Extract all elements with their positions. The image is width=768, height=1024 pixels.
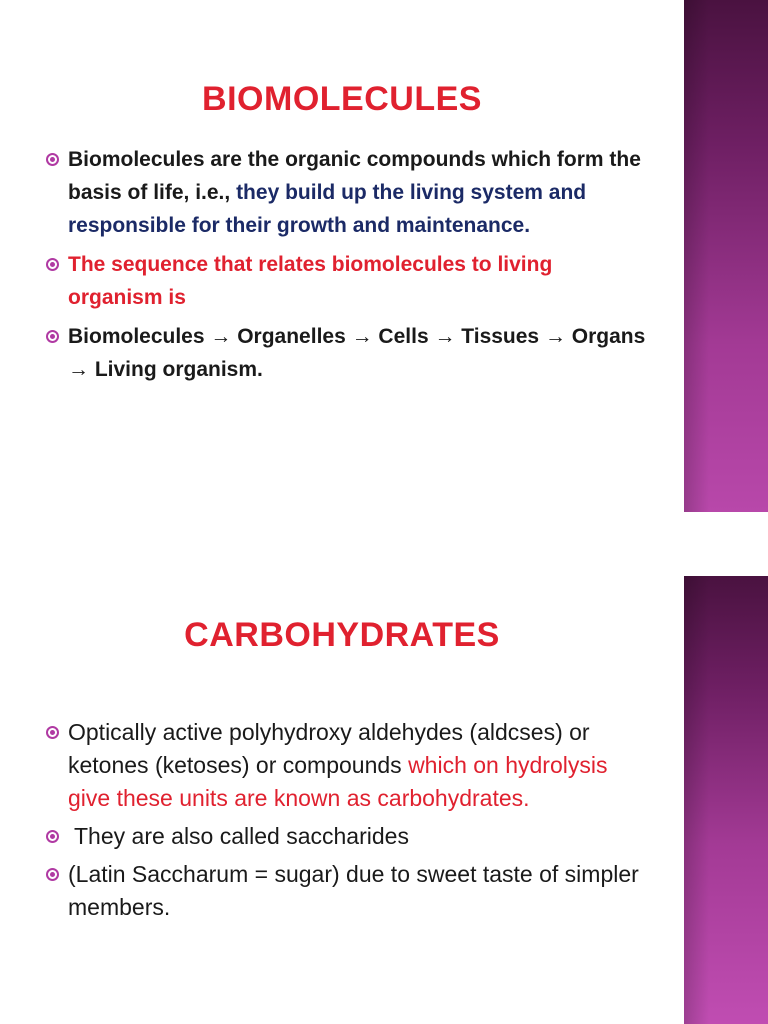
bullet-text: Optically active polyhydroxy aldehydes (aldcses) or ketones (ketoses) or compounds	[68, 719, 590, 778]
bullet-circle-icon	[46, 153, 59, 166]
accent-shade	[684, 576, 768, 1024]
bullet-text-highlight: they build up the living system and responsible for their growth and maintenance.	[68, 181, 587, 237]
bullet-text: Biomolecules → Organelles → Cells → Tissues → Organs → Living organism.	[68, 325, 646, 381]
accent-shade	[684, 0, 768, 512]
slide-title: BIOMOLECULES	[202, 80, 482, 118]
bullet-circle-icon	[46, 330, 59, 343]
bullet-list	[46, 143, 646, 392]
bullet-list	[46, 716, 646, 929]
bullet-circle-icon	[46, 258, 59, 271]
bullet-circle-icon	[46, 830, 59, 843]
bullet-item	[46, 820, 646, 853]
bullet-text: Biomolecules are the organic compounds which form the basis of life, i.e.,	[68, 148, 641, 204]
bullet-text-highlight: which on hydrolysis give these units are known as carbohydrates.	[68, 752, 608, 811]
bullet-text: The sequence that relates biomolecules to living organism is	[68, 253, 553, 309]
slide-title: CARBOHYDRATES	[184, 616, 500, 654]
bullet-text: (Latin Saccharum = sugar) due to sweet taste of simpler members.	[68, 861, 639, 920]
bullet-circle-icon	[46, 726, 59, 739]
slide-carbohydrates	[0, 576, 768, 1024]
bullet-item	[46, 143, 646, 242]
bullet-item	[46, 858, 646, 924]
bullet-item	[46, 716, 646, 815]
bullet-item	[46, 320, 646, 386]
bullet-item	[46, 248, 646, 314]
bullet-text: They are also called saccharides	[74, 823, 409, 849]
bullet-circle-icon	[46, 868, 59, 881]
